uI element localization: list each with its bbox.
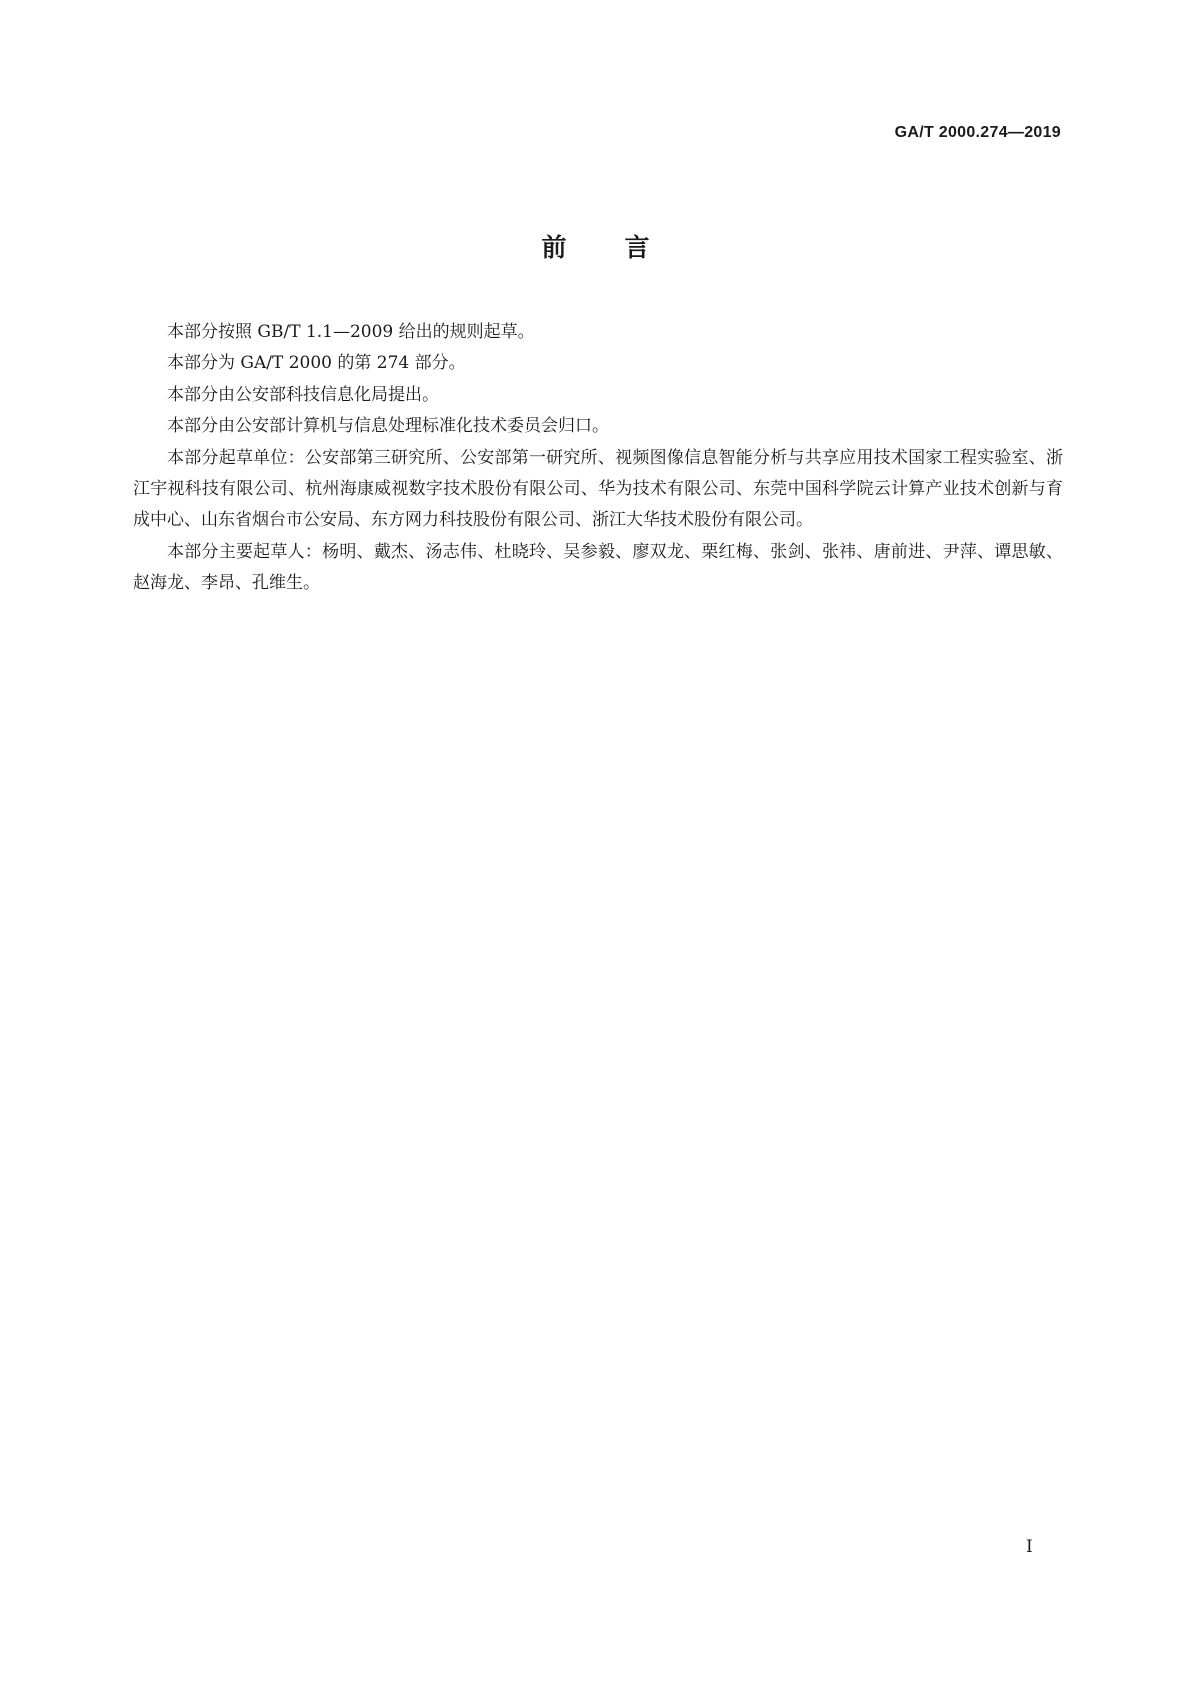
paragraph-under-jurisdiction: 本部分由公安部计算机与信息处理标准化技术委员会归口。 (167, 416, 609, 437)
page-number: I (1026, 1537, 1033, 1557)
paragraph-drafting-units: 本部分起草单位：公安部第三研究所、公安部第一研究所、视频图像信息智能分析与共享应用技术国家工程实验室、浙江宇视科技有限公司、杭州海康威视数字技术股份有限公司、华为技术有限公司、东莞中国科学院云计算产业技术创新与育成中心、山东省烟台市公安局、东方网力科技股份有限公司、浙江大华技术股份有限公司。 (133, 447, 1063, 531)
foreword-body (133, 317, 1063, 600)
document-code: GA/T 2000.274—2019 (894, 124, 1061, 141)
paragraph-proposed-by: 本部分由公安部科技信息化局提出。 (167, 384, 439, 405)
paragraph-drafting-rules: 本部分按照 GB/T 1.1—2009 给出的规则起草。 (167, 322, 535, 342)
page-title: 前言 (541, 233, 708, 262)
paragraph-part-number: 本部分为 GA/T 2000 的第 274 部分。 (167, 353, 466, 374)
paragraph-main-drafters: 本部分主要起草人：杨明、戴杰、汤志伟、杜晓玲、吴参毅、廖双龙、栗红梅、张剑、张祎、唐前进、尹萍、谭思敏、赵海龙、李昂、孔维生。 (133, 541, 1063, 594)
